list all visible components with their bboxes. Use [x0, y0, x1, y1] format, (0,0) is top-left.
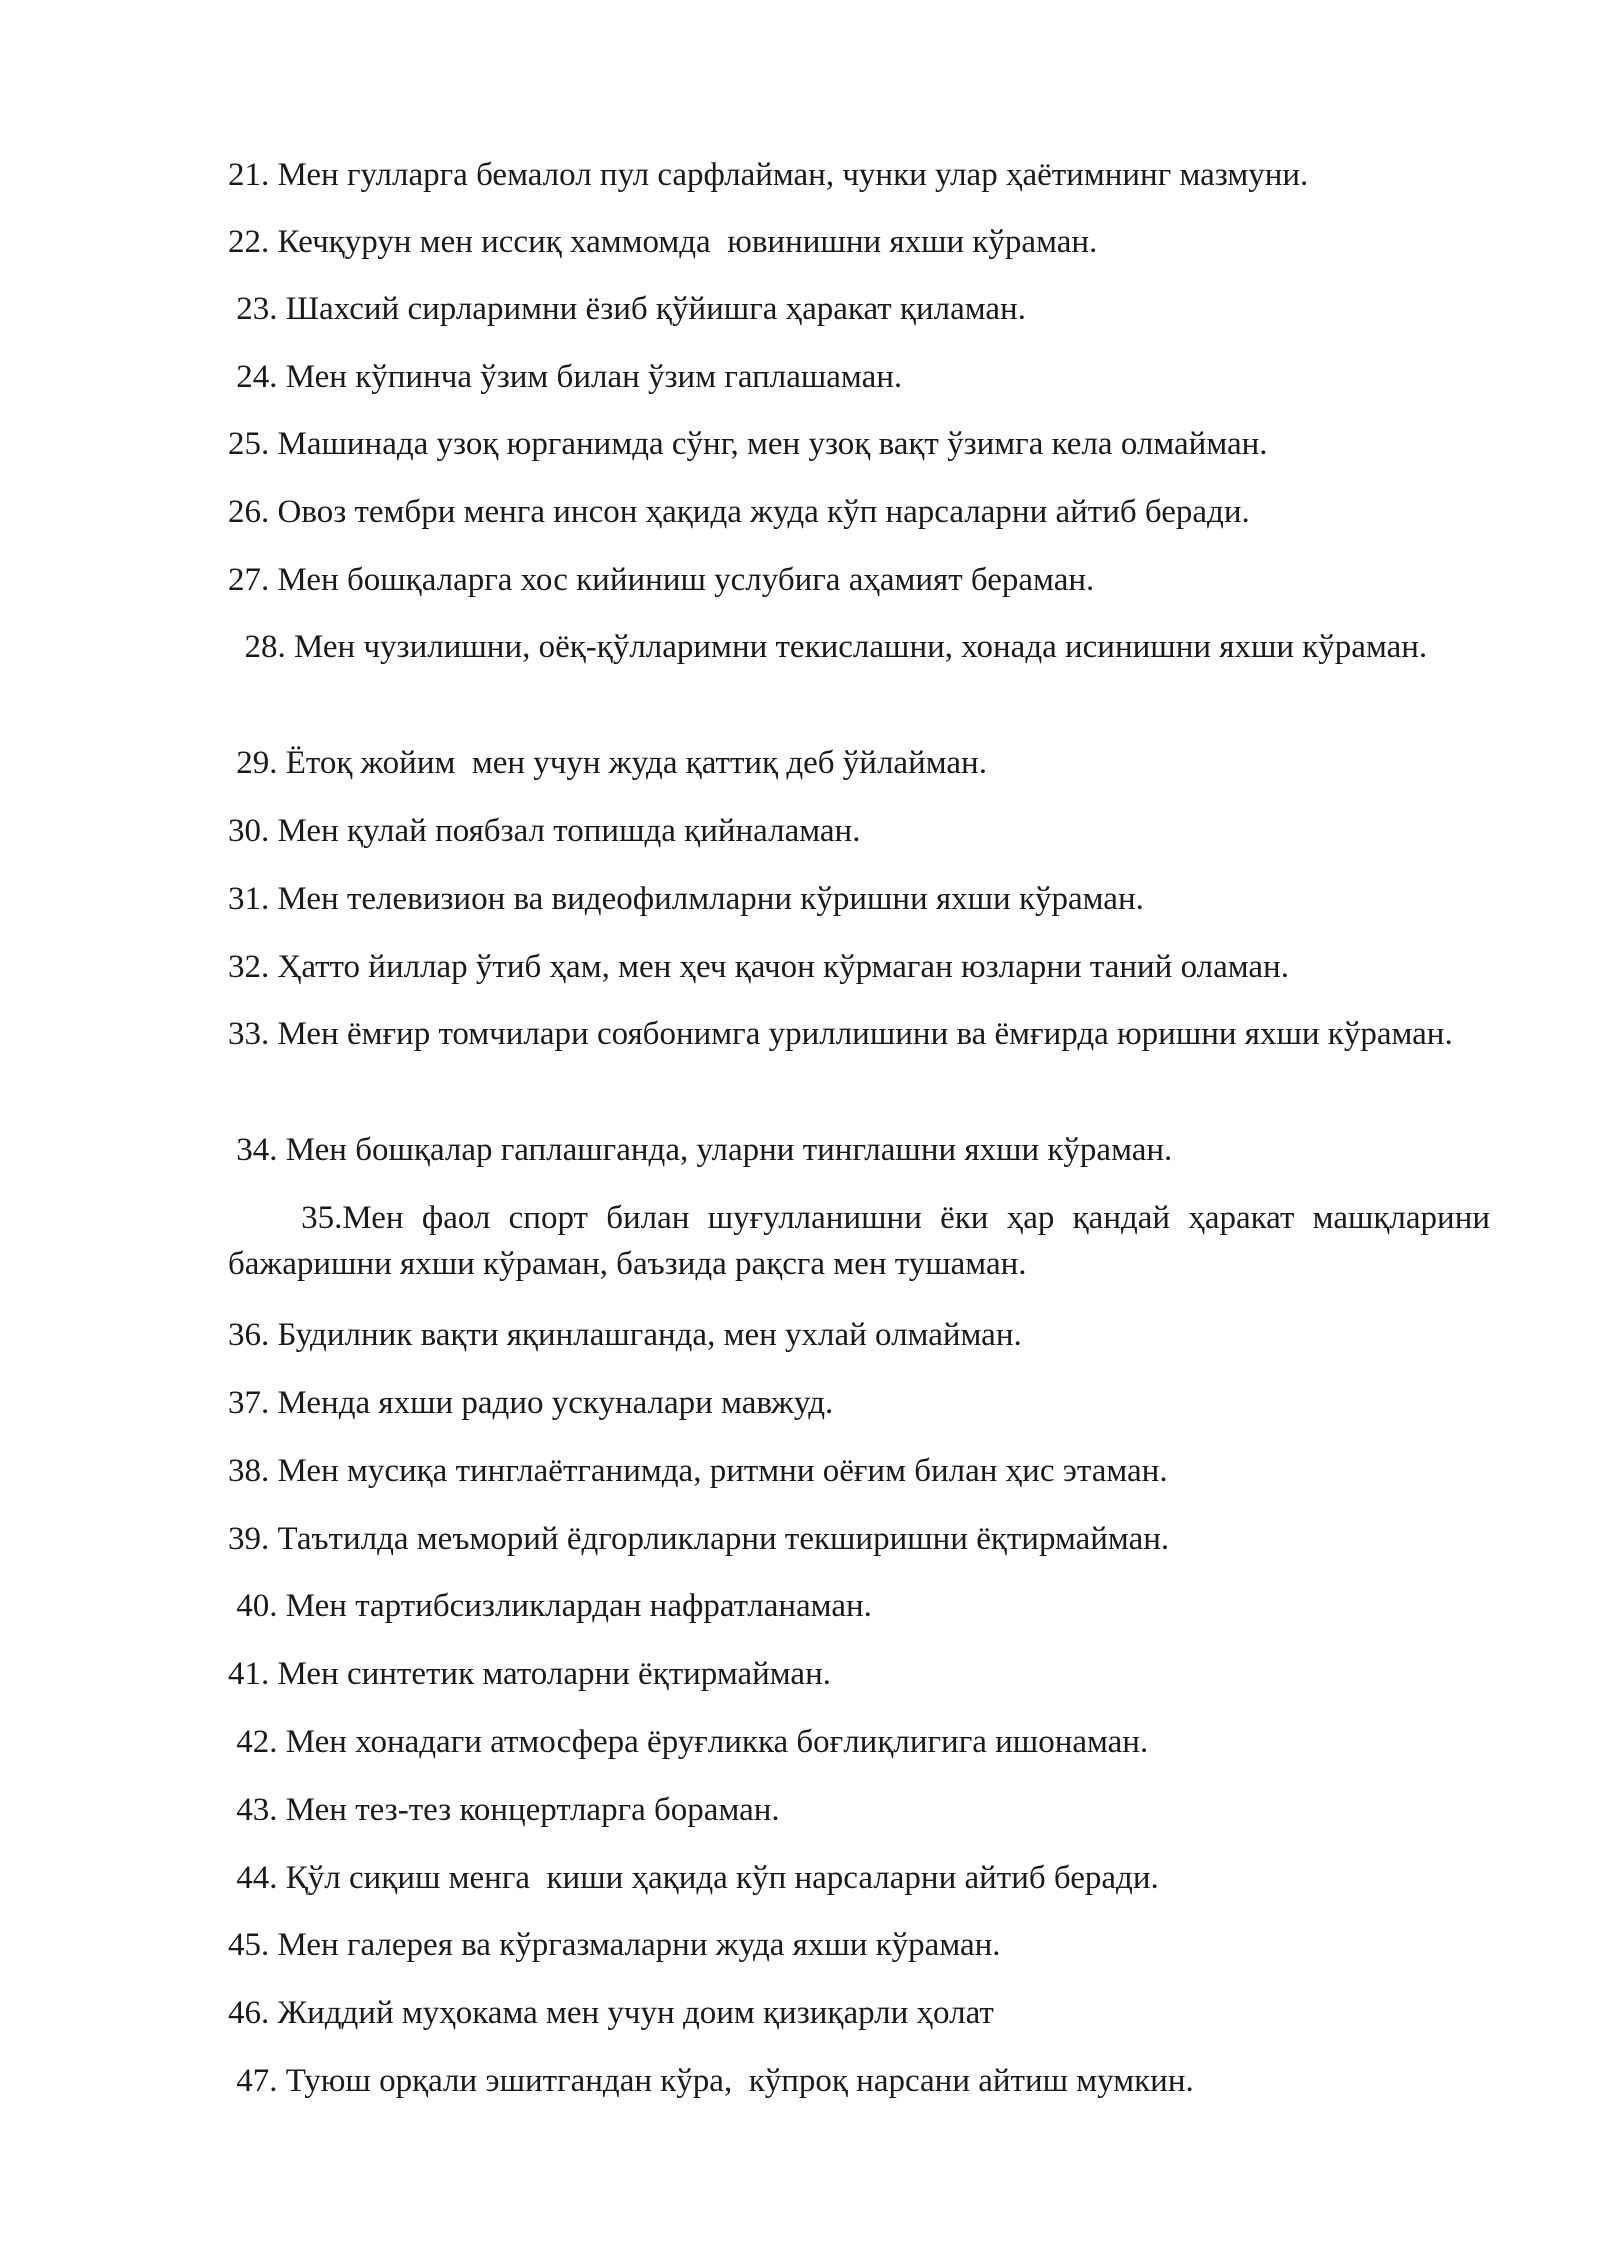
- statement-40: 40. Мен тартибсизликлардан нафратланаман.: [228, 1588, 872, 1624]
- statement-28: 28. Мен чузилишни, оёқ-қўлларимни текислашни, хонада исинишни яхши кўраман.: [228, 629, 1428, 665]
- statement-38: 38. Мен мусиқа тинглаётганимда, ритмни оёғим билан ҳис этаман.: [228, 1453, 1168, 1489]
- statement-24: 24. Мен кўпинча ўзим билан ўзим гаплашаман.: [228, 359, 903, 395]
- statement-39: 39. Таътилда меъморий ёдгорликларни текширишни ёқтирмайман.: [228, 1521, 1170, 1557]
- statement-47: 47. Туюш орқали эшитгандан кўра, кўпроқ нарсани айтиш мумкин.: [228, 2063, 1194, 2099]
- statement-32: 32. Ҳатто йиллар ўтиб ҳам, мен ҳеч қачон кўрмаган юзларни таний оламан.: [228, 949, 1289, 985]
- statement-37: 37. Менда яхши радио ускуналари мавжуд.: [228, 1385, 834, 1421]
- statement-27: 27. Мен бошқаларга хос кийиниш услубига аҳамият бераман.: [228, 562, 1095, 598]
- statement-46: 46. Жиддий муҳокама мен учун доим қизиқарли ҳолат: [228, 1995, 994, 2031]
- statement-33: 33. Мен ёмғир томчилари соябонимга уриллишини ва ёмғирда юришни яхши кўраман.: [228, 1016, 1453, 1052]
- statement-36: 36. Будилник вақти яқинлашганда, мен ухлай олмайман.: [228, 1317, 1022, 1353]
- statement-22: 22. Кечқурун мен иссиқ хаммомда ювинишни яхши кўраман.: [228, 224, 1098, 260]
- statement-34: 34. Мен бошқалар гаплашганда, уларни тинглашни яхши кўраман.: [228, 1132, 1173, 1168]
- statement-41: 41. Мен синтетик матоларни ёқтирмайман.: [228, 1656, 831, 1692]
- statement-45: 45. Мен галерея ва кўргазмаларни жуда яхши кўраман.: [228, 1927, 1001, 1963]
- statement-26: 26. Овоз тембри менга инсон ҳақида жуда кўп нарсаларни айтиб беради.: [228, 494, 1250, 530]
- statement-23: 23. Шахсий сирларимни ёзиб қўйишга ҳаракат қиламан.: [228, 291, 1026, 327]
- statement-31: 31. Мен телевизион ва видеофилмларни кўришни яхши кўраман.: [228, 881, 1144, 917]
- statement-43: 43. Мен тез-тез концертларга бораман.: [228, 1792, 780, 1828]
- statement-42: 42. Мен хонадаги атмосфера ёруғликка боғлиқлигига ишонаман.: [228, 1724, 1149, 1760]
- statement-29: 29. Ётоқ жойим мен учун жуда қаттиқ деб ўйлайман.: [228, 745, 987, 781]
- statement-21: 21. Мен гулларга бемалол пул сарфлайман, чунки улар ҳаётимнинг мазмуни.: [228, 157, 1309, 193]
- statement-30: 30. Мен қулай поябзал топишда қийналаман.: [228, 813, 861, 849]
- statement-25: 25. Машинада узоқ юрганимда сўнг, мен узоқ вақт ўзимга кела олмайман.: [228, 426, 1268, 462]
- statement-35: 35.Мен фаол спорт билан шуғулланишни ёки ҳар қандай ҳаракат машқларини бажаришни яхши кўраман, баъзида рақсга мен тушаман.: [228, 1200, 1499, 1282]
- statement-44: 44. Қўл сиқиш менга киши ҳақида кўп нарсаларни айтиб беради.: [228, 1860, 1159, 1896]
